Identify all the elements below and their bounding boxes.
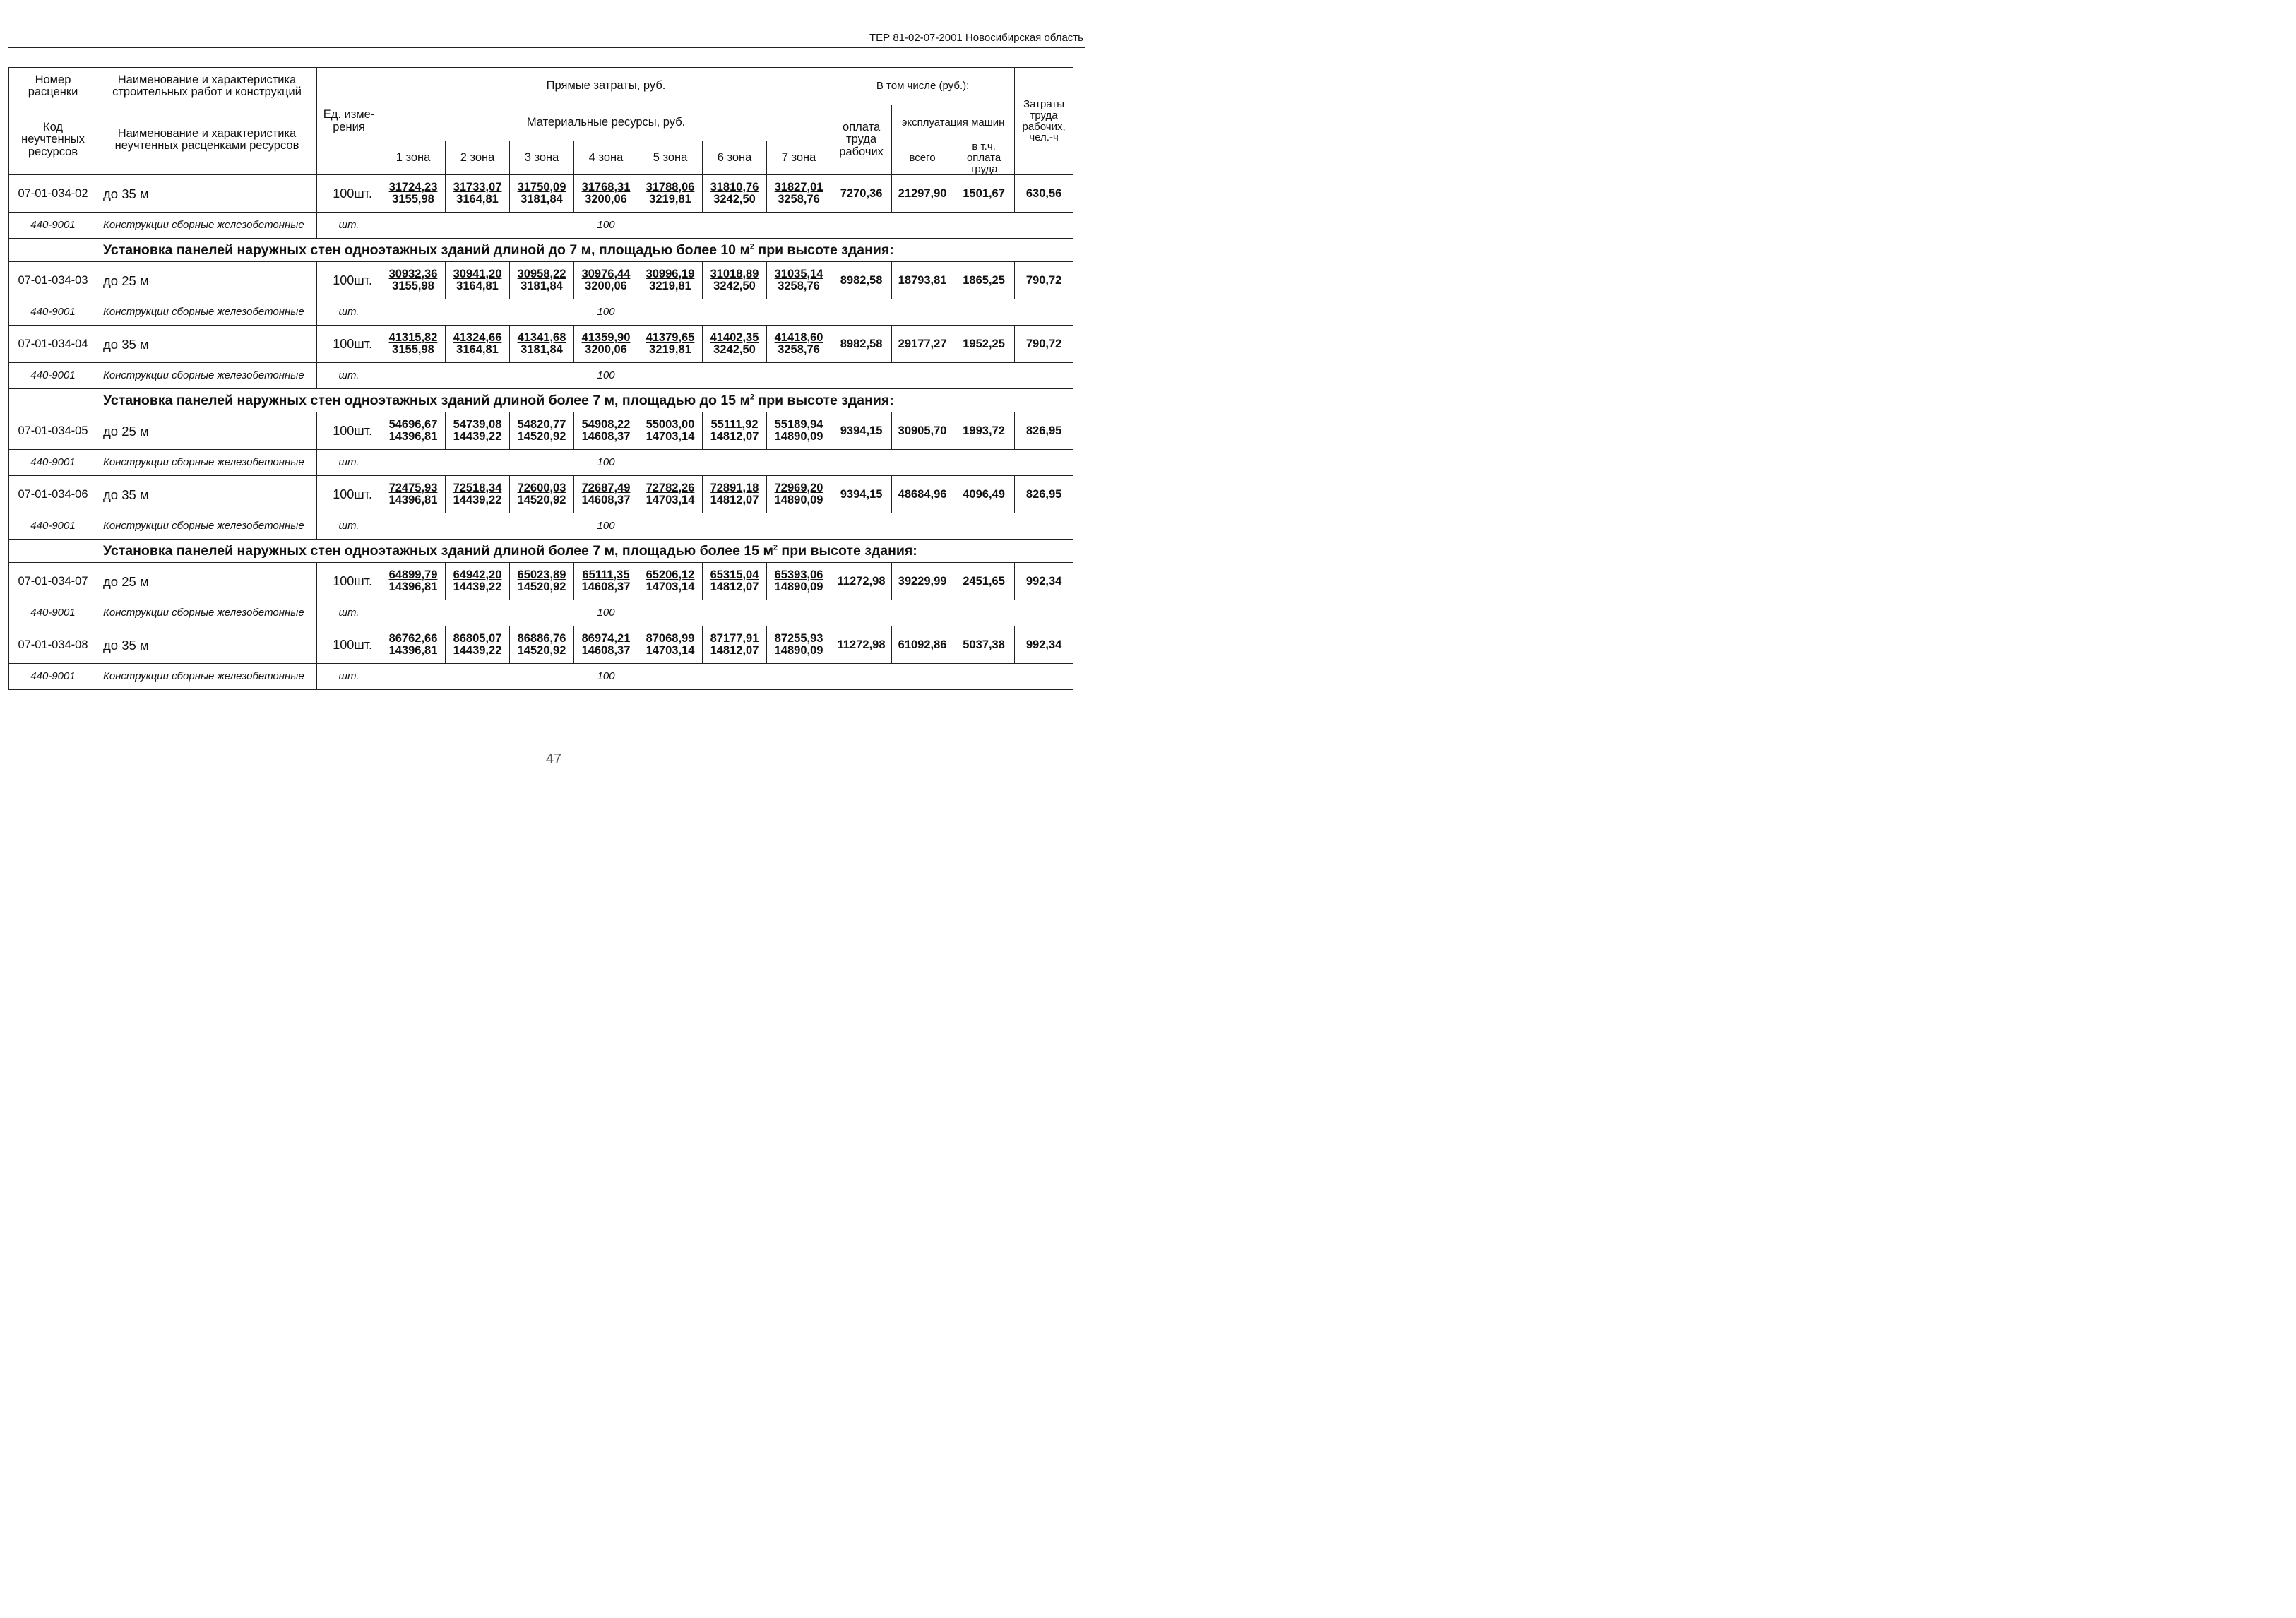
zone-price-4: [574, 326, 638, 363]
direct-cost: 65206,12: [646, 568, 695, 581]
direct-cost: 30976,44: [581, 267, 631, 280]
material-cost: 14520,92: [517, 581, 566, 594]
resource-qty: 100: [381, 600, 831, 626]
resource-qty: 100: [381, 450, 831, 476]
machines-total-value: 48684,96: [892, 476, 953, 513]
material-cost: 14812,07: [710, 644, 759, 658]
rate-unit: 100шт.: [317, 262, 381, 299]
resource-code: 440-9001: [9, 213, 97, 239]
section-title: [97, 389, 1073, 412]
rate-unit: 100шт.: [317, 476, 381, 513]
rate-unit: 100шт.: [317, 175, 381, 213]
direct-cost: 65393,06: [774, 568, 823, 581]
direct-cost: 31788,06: [646, 180, 695, 194]
zone-price-3: [510, 476, 574, 513]
machines-total-value: 61092,86: [892, 626, 953, 664]
direct-cost: 65315,04: [710, 568, 759, 581]
direct-cost: 65111,35: [582, 568, 630, 581]
zone-price-1: [381, 262, 446, 299]
zone-price-6: [703, 626, 767, 664]
machines-total-value: 29177,27: [892, 326, 953, 363]
resource-empty-cell: [831, 600, 1073, 626]
direct-cost: 31035,14: [774, 267, 823, 280]
zone-price-4: [574, 412, 638, 450]
header-zone-3: 3 зона: [510, 141, 574, 175]
zone-price-3: [510, 412, 574, 450]
direct-cost: 55189,94: [774, 417, 823, 431]
direct-cost: 64899,79: [388, 568, 438, 581]
direct-cost: 31733,07: [453, 180, 502, 194]
direct-cost: 54820,77: [517, 417, 566, 431]
labor-pay-value: 9394,15: [831, 412, 892, 450]
resource-row: [9, 299, 1073, 326]
rate-row: [9, 476, 1073, 513]
direct-cost: 41324,66: [453, 331, 502, 344]
section-title: [97, 540, 1073, 563]
header-labor-pay: оплата труда рабочих: [831, 105, 892, 175]
header-materials: Материальные ресурсы, руб.: [381, 105, 831, 141]
machines-labor-value: 1865,25: [953, 262, 1015, 299]
material-cost: 3258,76: [778, 280, 820, 293]
header-zone-5: 5 зона: [638, 141, 703, 175]
material-cost: 3242,50: [713, 193, 756, 206]
header-zone-1: 1 зона: [381, 141, 446, 175]
resource-row: [9, 213, 1073, 239]
header-zone-6: 6 зона: [703, 141, 767, 175]
zone-price-5: [638, 563, 703, 600]
zone-price-5: [638, 262, 703, 299]
material-cost: 14396,81: [388, 430, 438, 444]
resource-unit: шт.: [317, 600, 381, 626]
resource-row: [9, 513, 1073, 540]
zone-price-1: [381, 476, 446, 513]
machines-labor-value: 2451,65: [953, 563, 1015, 600]
rate-name: до 25 м: [97, 563, 317, 600]
machines-labor-value: 1501,67: [953, 175, 1015, 213]
material-cost: 14608,37: [581, 644, 631, 658]
material-cost: 14439,22: [453, 494, 502, 507]
section-empty-cell: [9, 389, 97, 412]
material-cost: 14520,92: [517, 494, 566, 507]
section-title-superscript: 2: [773, 543, 778, 552]
rate-code: 07-01-034-03: [9, 262, 97, 299]
zone-price-2: [446, 563, 510, 600]
zone-price-2: [446, 262, 510, 299]
section-row: [9, 540, 1073, 563]
machines-labor-value: 1952,25: [953, 326, 1015, 363]
direct-cost: 30932,36: [388, 267, 438, 280]
rate-row: [9, 626, 1073, 664]
direct-cost: 41402,35: [710, 331, 759, 344]
zone-price-7: [767, 175, 831, 213]
section-title-text: Установка панелей наружных стен одноэтажных зданий длиной более 7 м, площадью до 15 м: [103, 393, 750, 409]
header-resource-name: Наименование и характеристика неучтенных расценками ресурсов: [97, 105, 317, 175]
direct-cost: 30958,22: [517, 267, 566, 280]
material-cost: 3181,84: [521, 280, 563, 293]
resource-qty: 100: [381, 363, 831, 389]
machines-labor-value: 4096,49: [953, 476, 1015, 513]
machines-total-value: 39229,99: [892, 563, 953, 600]
direct-cost: 72969,20: [774, 481, 823, 494]
direct-cost: 30941,20: [453, 267, 502, 280]
rate-row: [9, 175, 1073, 213]
material-cost: 14890,09: [774, 430, 823, 444]
resource-unit: шт.: [317, 363, 381, 389]
rate-row: [9, 563, 1073, 600]
section-title-suffix: при высоте здания:: [754, 242, 894, 258]
material-cost: 14396,81: [388, 494, 438, 507]
rate-code: 07-01-034-04: [9, 326, 97, 363]
material-cost: 3200,06: [585, 193, 627, 206]
zone-price-5: [638, 175, 703, 213]
material-cost: 14396,81: [388, 644, 438, 658]
zone-price-3: [510, 563, 574, 600]
material-cost: 14439,22: [453, 581, 502, 594]
material-cost: 3219,81: [649, 280, 691, 293]
direct-cost: 72891,18: [710, 481, 759, 494]
material-cost: 14812,07: [710, 581, 759, 594]
zone-price-6: [703, 476, 767, 513]
direct-cost: 86805,07: [453, 631, 502, 645]
rate-code: 07-01-034-02: [9, 175, 97, 213]
direct-cost: 86974,21: [581, 631, 631, 645]
labor-hours-value: 826,95: [1015, 476, 1073, 513]
resource-unit: шт.: [317, 299, 381, 326]
section-title-superscript: 2: [749, 393, 754, 402]
direct-cost: 55111,92: [710, 417, 759, 431]
direct-cost: 41341,68: [517, 331, 566, 344]
machines-total-value: 21297,90: [892, 175, 953, 213]
zone-price-7: [767, 262, 831, 299]
material-cost: 14890,09: [774, 581, 823, 594]
rate-name: до 35 м: [97, 326, 317, 363]
material-cost: 14703,14: [646, 581, 695, 594]
direct-cost: 86762,66: [388, 631, 438, 645]
labor-pay-value: 11272,98: [831, 626, 892, 664]
material-cost: 14439,22: [453, 644, 502, 658]
rate-row: [9, 326, 1073, 363]
zone-price-1: [381, 326, 446, 363]
rate-name: до 35 м: [97, 476, 317, 513]
resource-name: Конструкции сборные железобетонные: [97, 299, 317, 326]
resource-code: 440-9001: [9, 513, 97, 540]
resource-empty-cell: [831, 363, 1073, 389]
material-cost: 14890,09: [774, 644, 823, 658]
section-title-text: Установка панелей наружных стен одноэтажных зданий длиной более 7 м, площадью более 15 м: [103, 543, 773, 559]
header-unit: Ед. изме-рения: [317, 68, 381, 175]
price-table: [8, 67, 1073, 690]
material-cost: 3219,81: [649, 343, 691, 357]
resource-qty: 100: [381, 213, 831, 239]
zone-price-6: [703, 262, 767, 299]
zone-price-7: [767, 626, 831, 664]
header-machines: эксплуатация машин: [892, 105, 1015, 141]
resource-row: [9, 363, 1073, 389]
section-empty-cell: [9, 239, 97, 262]
zone-price-7: [767, 476, 831, 513]
header-zone-4: 4 зона: [574, 141, 638, 175]
zone-price-4: [574, 175, 638, 213]
material-cost: 3258,76: [778, 193, 820, 206]
material-cost: 3155,98: [392, 280, 434, 293]
resource-name: Конструкции сборные железобетонные: [97, 664, 317, 690]
zone-price-2: [446, 412, 510, 450]
zone-price-5: [638, 326, 703, 363]
material-cost: 3219,81: [649, 193, 691, 206]
direct-cost: 72475,93: [388, 481, 438, 494]
resource-name: Конструкции сборные железобетонные: [97, 600, 317, 626]
resource-code: 440-9001: [9, 600, 97, 626]
header-rule: [8, 47, 1085, 48]
material-cost: 14608,37: [581, 430, 631, 444]
zone-price-6: [703, 563, 767, 600]
resource-name: Конструкции сборные железобетонные: [97, 213, 317, 239]
machines-labor-value: 5037,38: [953, 626, 1015, 664]
zone-price-3: [510, 626, 574, 664]
zone-price-1: [381, 175, 446, 213]
material-cost: 3242,50: [713, 280, 756, 293]
resource-code: 440-9001: [9, 664, 97, 690]
zone-price-6: [703, 412, 767, 450]
section-title-suffix: при высоте здания:: [778, 543, 917, 559]
rate-name: до 35 м: [97, 175, 317, 213]
zone-price-5: [638, 626, 703, 664]
direct-cost: 31724,23: [388, 180, 438, 194]
zone-price-3: [510, 262, 574, 299]
material-cost: 3200,06: [585, 343, 627, 357]
direct-cost: 72687,49: [581, 481, 631, 494]
resource-unit: шт.: [317, 213, 381, 239]
header-zone-7: 7 зона: [767, 141, 831, 175]
rate-unit: 100шт.: [317, 626, 381, 664]
labor-hours-value: 992,34: [1015, 626, 1073, 664]
rate-unit: 100шт.: [317, 563, 381, 600]
resource-row: [9, 664, 1073, 690]
resource-unit: шт.: [317, 513, 381, 540]
labor-pay-value: 8982,58: [831, 262, 892, 299]
labor-hours-value: 826,95: [1015, 412, 1073, 450]
resource-unit: шт.: [317, 450, 381, 476]
material-cost: 3164,81: [456, 343, 499, 357]
zone-price-7: [767, 412, 831, 450]
material-cost: 14608,37: [581, 581, 631, 594]
machines-total-value: 30905,70: [892, 412, 953, 450]
direct-cost: 55003,00: [646, 417, 695, 431]
zone-price-4: [574, 262, 638, 299]
material-cost: 14812,07: [710, 430, 759, 444]
resource-qty: 100: [381, 664, 831, 690]
section-empty-cell: [9, 540, 97, 563]
resource-empty-cell: [831, 664, 1073, 690]
direct-cost: 86886,76: [517, 631, 566, 645]
zone-price-4: [574, 563, 638, 600]
resource-row: [9, 450, 1073, 476]
material-cost: 3181,84: [521, 343, 563, 357]
direct-cost: 54739,08: [453, 417, 502, 431]
direct-cost: 54908,22: [581, 417, 631, 431]
resource-name: Конструкции сборные железобетонные: [97, 450, 317, 476]
resource-unit: шт.: [317, 664, 381, 690]
zone-price-2: [446, 175, 510, 213]
zone-price-3: [510, 326, 574, 363]
direct-cost: 31750,09: [517, 180, 566, 194]
section-title-suffix: при высоте здания:: [754, 393, 894, 409]
header-including: В том числе (руб.):: [831, 68, 1015, 105]
header-machines-total: всего: [892, 141, 953, 175]
rate-code: 07-01-034-07: [9, 563, 97, 600]
rate-name: до 25 м: [97, 262, 317, 299]
zone-price-2: [446, 626, 510, 664]
resource-row: [9, 600, 1073, 626]
rate-code: 07-01-034-06: [9, 476, 97, 513]
labor-hours-value: 630,56: [1015, 175, 1073, 213]
direct-cost: 65023,89: [517, 568, 566, 581]
rate-row: [9, 262, 1073, 299]
direct-cost: 41315,82: [388, 331, 438, 344]
resource-name: Конструкции сборные железобетонные: [97, 363, 317, 389]
material-cost: 14703,14: [646, 644, 695, 658]
rate-code: 07-01-034-05: [9, 412, 97, 450]
labor-pay-value: 8982,58: [831, 326, 892, 363]
zone-price-1: [381, 563, 446, 600]
material-cost: 14703,14: [646, 430, 695, 444]
labor-pay-value: 7270,36: [831, 175, 892, 213]
rate-unit: 100шт.: [317, 412, 381, 450]
header-work-name: Наименование и характеристика строительных работ и конструкций: [97, 68, 317, 105]
zone-price-6: [703, 326, 767, 363]
zone-price-6: [703, 175, 767, 213]
zone-price-3: [510, 175, 574, 213]
material-cost: 14608,37: [581, 494, 631, 507]
zone-price-4: [574, 476, 638, 513]
resource-code: 440-9001: [9, 450, 97, 476]
direct-cost: 41379,65: [646, 331, 695, 344]
resource-code: 440-9001: [9, 299, 97, 326]
direct-cost: 64942,20: [453, 568, 502, 581]
direct-cost: 30996,19: [646, 267, 695, 280]
section-title: [97, 239, 1073, 262]
document-header: ТЕР 81-02-07-2001 Новосибирская область: [869, 32, 1083, 44]
direct-cost: 31810,76: [710, 180, 759, 194]
resource-empty-cell: [831, 299, 1073, 326]
labor-pay-value: 11272,98: [831, 563, 892, 600]
material-cost: 3258,76: [778, 343, 820, 357]
header-rate-number: Номер расценки: [9, 68, 97, 105]
material-cost: 14812,07: [710, 494, 759, 507]
labor-hours-value: 790,72: [1015, 326, 1073, 363]
direct-cost: 31768,31: [581, 180, 631, 194]
zone-price-5: [638, 476, 703, 513]
zone-price-7: [767, 326, 831, 363]
material-cost: 3164,81: [456, 280, 499, 293]
material-cost: 14520,92: [517, 430, 566, 444]
resource-qty: 100: [381, 513, 831, 540]
zone-price-2: [446, 476, 510, 513]
direct-cost: 72518,34: [453, 481, 502, 494]
resource-empty-cell: [831, 450, 1073, 476]
material-cost: 14396,81: [388, 581, 438, 594]
rate-name: до 35 м: [97, 626, 317, 664]
direct-cost: 87177,91: [710, 631, 759, 645]
zone-price-2: [446, 326, 510, 363]
header-direct-costs: Прямые затраты, руб.: [381, 68, 831, 105]
section-title-text: Установка панелей наружных стен одноэтажных зданий длиной до 7 м, площадью более 10 м: [103, 242, 750, 258]
material-cost: 14703,14: [646, 494, 695, 507]
zone-price-1: [381, 412, 446, 450]
resource-empty-cell: [831, 513, 1073, 540]
page-number: 47: [545, 751, 562, 767]
labor-hours-value: 790,72: [1015, 262, 1073, 299]
resource-qty: 100: [381, 299, 831, 326]
direct-cost: 41359,90: [581, 331, 631, 344]
rate-unit: 100шт.: [317, 326, 381, 363]
zone-price-5: [638, 412, 703, 450]
direct-cost: 87068,99: [646, 631, 695, 645]
direct-cost: 54696,67: [388, 417, 438, 431]
resource-empty-cell: [831, 213, 1073, 239]
section-row: [9, 239, 1073, 262]
header-labor-hours: Затраты труда рабочих, чел.-ч: [1015, 68, 1073, 175]
labor-hours-value: 992,34: [1015, 563, 1073, 600]
material-cost: 3164,81: [456, 193, 499, 206]
zone-price-4: [574, 626, 638, 664]
rate-name: до 25 м: [97, 412, 317, 450]
material-cost: 3200,06: [585, 280, 627, 293]
material-cost: 3155,98: [392, 193, 434, 206]
direct-cost: 41418,60: [774, 331, 823, 344]
material-cost: 3181,84: [521, 193, 563, 206]
material-cost: 3242,50: [713, 343, 756, 357]
direct-cost: 72782,26: [646, 481, 695, 494]
material-cost: 3155,98: [392, 343, 434, 357]
direct-cost: 31827,01: [774, 180, 823, 194]
resource-code: 440-9001: [9, 363, 97, 389]
material-cost: 14890,09: [774, 494, 823, 507]
direct-cost: 72600,03: [517, 481, 566, 494]
machines-total-value: 18793,81: [892, 262, 953, 299]
rate-row: [9, 412, 1073, 450]
header-zone-2: 2 зона: [446, 141, 510, 175]
header-machines-labor: в т.ч. оплата труда: [953, 141, 1015, 175]
rate-code: 07-01-034-08: [9, 626, 97, 664]
direct-cost: 87255,93: [774, 631, 823, 645]
material-cost: 14439,22: [453, 430, 502, 444]
section-title-superscript: 2: [749, 242, 754, 251]
material-cost: 14520,92: [517, 644, 566, 658]
direct-cost: 31018,89: [710, 267, 759, 280]
machines-labor-value: 1993,72: [953, 412, 1015, 450]
section-row: [9, 389, 1073, 412]
resource-name: Конструкции сборные железобетонные: [97, 513, 317, 540]
zone-price-7: [767, 563, 831, 600]
labor-pay-value: 9394,15: [831, 476, 892, 513]
zone-price-1: [381, 626, 446, 664]
header-resource-code: Код неучтенных ресурсов: [9, 105, 97, 175]
